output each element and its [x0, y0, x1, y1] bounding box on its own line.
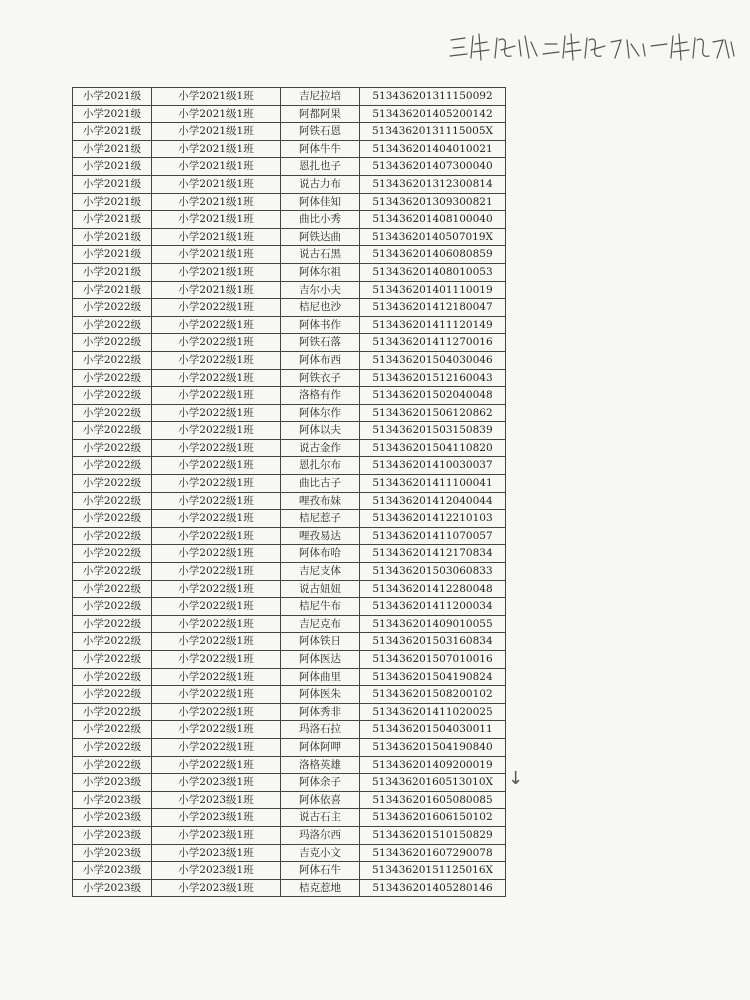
id-number-cell: 513436201312300814: [360, 175, 506, 193]
name-cell: 说古妞妞: [281, 580, 360, 598]
name-cell: 阿体布西: [281, 351, 360, 369]
table-row: [73, 316, 506, 334]
class-cell: 小学2023级1班: [152, 809, 281, 827]
grade-cell: 小学2022级: [73, 369, 152, 387]
table-row: [73, 545, 506, 563]
grade-cell: 小学2022级: [73, 510, 152, 528]
id-number-cell: 513436201409010055: [360, 615, 506, 633]
class-cell: 小学2023级1班: [152, 791, 281, 809]
grade-cell: 小学2023级: [73, 791, 152, 809]
class-cell: 小学2022级1班: [152, 316, 281, 334]
id-number-cell: 513436201607290078: [360, 844, 506, 862]
student-roster-table: [72, 87, 506, 897]
grade-cell: 小学2022级: [73, 334, 152, 352]
table-row: [73, 721, 506, 739]
grade-cell: 小学2023级: [73, 844, 152, 862]
grade-cell: 小学2022级: [73, 703, 152, 721]
table-row: [73, 88, 506, 106]
table-row: [73, 826, 506, 844]
table-row: [73, 862, 506, 880]
name-cell: 阿体医达: [281, 651, 360, 669]
grade-cell: 小学2021级: [73, 175, 152, 193]
class-cell: 小学2022级1班: [152, 580, 281, 598]
class-cell: 小学2022级1班: [152, 703, 281, 721]
table-row: [73, 756, 506, 774]
table-row: [73, 193, 506, 211]
class-cell: 小学2022级1班: [152, 510, 281, 528]
grade-cell: 小学2021级: [73, 193, 152, 211]
name-cell: 阿体牛牛: [281, 140, 360, 158]
grade-cell: 小学2021级: [73, 228, 152, 246]
id-number-cell: 513436201412280048: [360, 580, 506, 598]
class-cell: 小学2022级1班: [152, 598, 281, 616]
grade-cell: 小学2021级: [73, 281, 152, 299]
class-cell: 小学2021级1班: [152, 123, 281, 141]
grade-cell: 小学2021级: [73, 246, 152, 264]
id-number-cell: 513436201605080085: [360, 791, 506, 809]
name-cell: 玛洛石拉: [281, 721, 360, 739]
table-row: [73, 439, 506, 457]
table-row: [73, 686, 506, 704]
table-row: [73, 475, 506, 493]
grade-cell: 小学2023级: [73, 862, 152, 880]
id-number-cell: 513436201508200102: [360, 686, 506, 704]
name-cell: 阿体依喜: [281, 791, 360, 809]
class-cell: 小学2022级1班: [152, 633, 281, 651]
name-cell: 阿都阿果: [281, 105, 360, 123]
roster-body: [73, 88, 506, 897]
class-cell: 小学2021级1班: [152, 140, 281, 158]
class-cell: 小学2023级1班: [152, 862, 281, 880]
class-cell: 小学2022级1班: [152, 527, 281, 545]
id-number-cell: 513436201412210103: [360, 510, 506, 528]
grade-cell: 小学2022级: [73, 545, 152, 563]
name-cell: 桔尼惹子: [281, 510, 360, 528]
class-cell: 小学2023级1班: [152, 774, 281, 792]
grade-cell: 小学2022级: [73, 668, 152, 686]
id-number-cell: 513436201506120862: [360, 404, 506, 422]
id-number-cell: 513436201411100041: [360, 475, 506, 493]
id-number-cell: 513436201412170834: [360, 545, 506, 563]
name-cell: 阿体铁日: [281, 633, 360, 651]
class-cell: 小学2022级1班: [152, 422, 281, 440]
name-cell: 说古力布: [281, 175, 360, 193]
name-cell: 桔尼也沙: [281, 299, 360, 317]
class-cell: 小学2021级1班: [152, 228, 281, 246]
grade-cell: 小学2021级: [73, 211, 152, 229]
id-number-cell: 513436201405200142: [360, 105, 506, 123]
table-row: [73, 351, 506, 369]
id-number-cell: 51343620131115005X: [360, 123, 506, 141]
id-number-cell: 51343620151125016X: [360, 862, 506, 880]
id-number-cell: 513436201401110019: [360, 281, 506, 299]
grade-cell: 小学2022级: [73, 633, 152, 651]
name-cell: 阿体书作: [281, 316, 360, 334]
class-cell: 小学2022级1班: [152, 404, 281, 422]
id-number-cell: 513436201504110820: [360, 439, 506, 457]
table-row: [73, 738, 506, 756]
class-cell: 小学2021级1班: [152, 105, 281, 123]
handwritten-note: [445, 22, 735, 72]
name-cell: 恩扎也子: [281, 158, 360, 176]
id-number-cell: 513436201411070057: [360, 527, 506, 545]
class-cell: 小学2021级1班: [152, 158, 281, 176]
name-cell: 阿体余子: [281, 774, 360, 792]
table-row: [73, 510, 506, 528]
grade-cell: 小学2022级: [73, 527, 152, 545]
id-number-cell: 513436201411270016: [360, 334, 506, 352]
class-cell: 小学2022级1班: [152, 721, 281, 739]
grade-cell: 小学2021级: [73, 88, 152, 106]
table-row: [73, 563, 506, 581]
id-number-cell: 513436201504030046: [360, 351, 506, 369]
table-row: [73, 844, 506, 862]
class-cell: 小学2021级1班: [152, 246, 281, 264]
name-cell: 阿体曲里: [281, 668, 360, 686]
id-number-cell: 513436201503150839: [360, 422, 506, 440]
name-cell: 哩孜布妹: [281, 492, 360, 510]
name-cell: 洛格有作: [281, 387, 360, 405]
class-cell: 小学2021级1班: [152, 211, 281, 229]
table-row: [73, 703, 506, 721]
table-row: [73, 105, 506, 123]
name-cell: 阿体阿呷: [281, 738, 360, 756]
class-cell: 小学2021级1班: [152, 193, 281, 211]
table-row: [73, 369, 506, 387]
grade-cell: 小学2021级: [73, 158, 152, 176]
class-cell: 小学2022级1班: [152, 651, 281, 669]
name-cell: 恩扎尔布: [281, 457, 360, 475]
table-row: [73, 492, 506, 510]
grade-cell: 小学2022级: [73, 580, 152, 598]
id-number-cell: 513436201309300821: [360, 193, 506, 211]
table-row: [73, 246, 506, 264]
grade-cell: 小学2023级: [73, 774, 152, 792]
id-number-cell: 513436201410030037: [360, 457, 506, 475]
grade-cell: 小学2021级: [73, 140, 152, 158]
class-cell: 小学2022级1班: [152, 369, 281, 387]
name-cell: 吉尔小夫: [281, 281, 360, 299]
class-cell: 小学2022级1班: [152, 457, 281, 475]
id-number-cell: 513436201404010021: [360, 140, 506, 158]
grade-cell: 小学2022级: [73, 387, 152, 405]
name-cell: 哩孜易达: [281, 527, 360, 545]
id-number-cell: 513436201412180047: [360, 299, 506, 317]
name-cell: 吉尼克布: [281, 615, 360, 633]
class-cell: 小学2022级1班: [152, 475, 281, 493]
handwritten-note-scribble: [445, 22, 735, 72]
name-cell: 说古金作: [281, 439, 360, 457]
margin-arrow-mark: ↓: [508, 768, 524, 789]
id-number-cell: 513436201411120149: [360, 316, 506, 334]
class-cell: 小学2022级1班: [152, 299, 281, 317]
id-number-cell: 513436201502040048: [360, 387, 506, 405]
id-number-cell: 513436201512160043: [360, 369, 506, 387]
table-row: [73, 175, 506, 193]
table-row: [73, 527, 506, 545]
table-row: [73, 387, 506, 405]
id-number-cell: 513436201409200019: [360, 756, 506, 774]
table-row: [73, 228, 506, 246]
class-cell: 小学2021级1班: [152, 281, 281, 299]
name-cell: 吉克小文: [281, 844, 360, 862]
table-row: [73, 774, 506, 792]
grade-cell: 小学2022级: [73, 422, 152, 440]
table-row: [73, 334, 506, 352]
table-row: [73, 404, 506, 422]
id-number-cell: 513436201503060833: [360, 563, 506, 581]
grade-cell: 小学2023级: [73, 809, 152, 827]
id-number-cell: 51343620160513010X: [360, 774, 506, 792]
grade-cell: 小学2022级: [73, 686, 152, 704]
class-cell: 小学2022级1班: [152, 738, 281, 756]
class-cell: 小学2022级1班: [152, 351, 281, 369]
id-number-cell: 513436201408010053: [360, 263, 506, 281]
name-cell: 阿铁衣子: [281, 369, 360, 387]
class-cell: 小学2021级1班: [152, 263, 281, 281]
id-number-cell: 513436201406080859: [360, 246, 506, 264]
table-row: [73, 668, 506, 686]
grade-cell: 小学2022级: [73, 439, 152, 457]
table-row: [73, 598, 506, 616]
class-cell: 小学2022级1班: [152, 387, 281, 405]
name-cell: 阿体尔作: [281, 404, 360, 422]
name-cell: 说古石黑: [281, 246, 360, 264]
name-cell: 阿体以夫: [281, 422, 360, 440]
grade-cell: 小学2022级: [73, 615, 152, 633]
table-row: [73, 615, 506, 633]
table-row: [73, 140, 506, 158]
table-row: [73, 879, 506, 897]
class-cell: 小学2021级1班: [152, 88, 281, 106]
class-cell: 小学2023级1班: [152, 844, 281, 862]
grade-cell: 小学2022级: [73, 404, 152, 422]
id-number-cell: 513436201405280146: [360, 879, 506, 897]
name-cell: 阿体医朱: [281, 686, 360, 704]
class-cell: 小学2022级1班: [152, 668, 281, 686]
name-cell: 桔尼牛布: [281, 598, 360, 616]
class-cell: 小学2022级1班: [152, 334, 281, 352]
class-cell: 小学2022级1班: [152, 545, 281, 563]
name-cell: 吉尼支体: [281, 563, 360, 581]
id-number-cell: 513436201503160834: [360, 633, 506, 651]
id-number-cell: 513436201507010016: [360, 651, 506, 669]
grade-cell: 小学2021级: [73, 123, 152, 141]
grade-cell: 小学2022级: [73, 756, 152, 774]
id-number-cell: 513436201504030011: [360, 721, 506, 739]
name-cell: 阿体布哈: [281, 545, 360, 563]
id-number-cell: 513436201407300040: [360, 158, 506, 176]
grade-cell: 小学2022级: [73, 316, 152, 334]
id-number-cell: 51343620140507019X: [360, 228, 506, 246]
name-cell: 桔克惹地: [281, 879, 360, 897]
grade-cell: 小学2022级: [73, 492, 152, 510]
grade-cell: 小学2022级: [73, 651, 152, 669]
name-cell: 玛洛尔西: [281, 826, 360, 844]
name-cell: 阿体佳知: [281, 193, 360, 211]
table-row: [73, 211, 506, 229]
class-cell: 小学2022级1班: [152, 563, 281, 581]
name-cell: 说古石主: [281, 809, 360, 827]
grade-cell: 小学2022级: [73, 598, 152, 616]
name-cell: 阿体尔祖: [281, 263, 360, 281]
class-cell: 小学2022级1班: [152, 492, 281, 510]
grade-cell: 小学2021级: [73, 263, 152, 281]
class-cell: 小学2022级1班: [152, 686, 281, 704]
grade-cell: 小学2022级: [73, 738, 152, 756]
name-cell: 曲比小秀: [281, 211, 360, 229]
table-row: [73, 809, 506, 827]
table-row: [73, 651, 506, 669]
table-row: [73, 791, 506, 809]
table-row: [73, 580, 506, 598]
table-row: [73, 457, 506, 475]
id-number-cell: 513436201504190840: [360, 738, 506, 756]
grade-cell: 小学2022级: [73, 563, 152, 581]
grade-cell: 小学2023级: [73, 826, 152, 844]
class-cell: 小学2021级1班: [152, 175, 281, 193]
id-number-cell: 513436201311150092: [360, 88, 506, 106]
table-row: [73, 299, 506, 317]
table-row: [73, 422, 506, 440]
id-number-cell: 513436201510150829: [360, 826, 506, 844]
id-number-cell: 513436201412040044: [360, 492, 506, 510]
name-cell: 阿铁达曲: [281, 228, 360, 246]
grade-cell: 小学2022级: [73, 299, 152, 317]
id-number-cell: 513436201411020025: [360, 703, 506, 721]
grade-cell: 小学2021级: [73, 105, 152, 123]
grade-cell: 小学2023级: [73, 879, 152, 897]
name-cell: 阿体秀非: [281, 703, 360, 721]
class-cell: 小学2023级1班: [152, 879, 281, 897]
name-cell: 阿体石牛: [281, 862, 360, 880]
table-row: [73, 263, 506, 281]
name-cell: 吉尼拉培: [281, 88, 360, 106]
id-number-cell: 513436201504190824: [360, 668, 506, 686]
grade-cell: 小学2022级: [73, 475, 152, 493]
name-cell: 阿铁石恩: [281, 123, 360, 141]
grade-cell: 小学2022级: [73, 721, 152, 739]
class-cell: 小学2022级1班: [152, 615, 281, 633]
grade-cell: 小学2022级: [73, 457, 152, 475]
class-cell: 小学2022级1班: [152, 756, 281, 774]
name-cell: 洛格英雄: [281, 756, 360, 774]
name-cell: 曲比古子: [281, 475, 360, 493]
table-row: [73, 158, 506, 176]
class-cell: 小学2022级1班: [152, 439, 281, 457]
table-row: [73, 633, 506, 651]
id-number-cell: 513436201408100040: [360, 211, 506, 229]
table-row: [73, 281, 506, 299]
name-cell: 阿铁石落: [281, 334, 360, 352]
grade-cell: 小学2022级: [73, 351, 152, 369]
id-number-cell: 513436201606150102: [360, 809, 506, 827]
table-row: [73, 123, 506, 141]
class-cell: 小学2023级1班: [152, 826, 281, 844]
id-number-cell: 513436201411200034: [360, 598, 506, 616]
